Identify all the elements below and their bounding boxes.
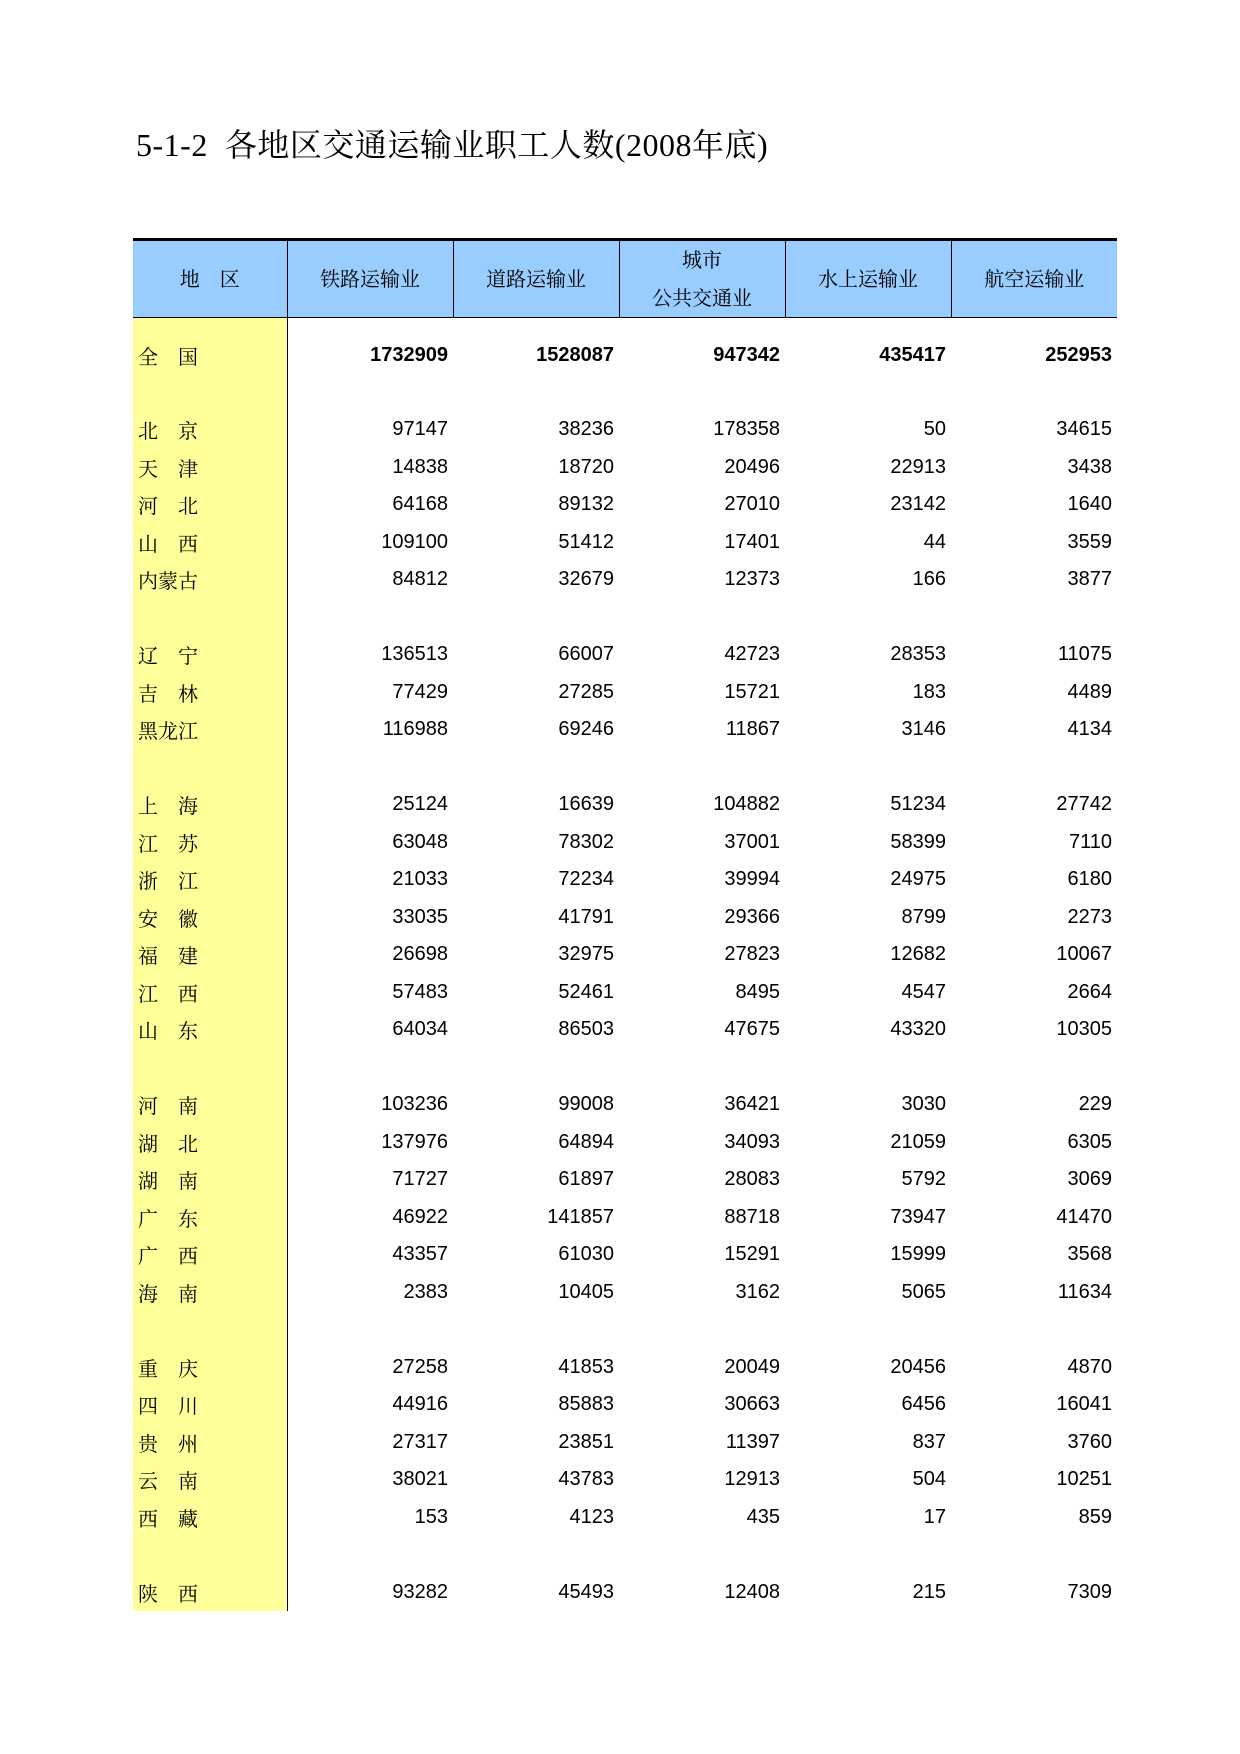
region-cell: 湖 南 bbox=[133, 1161, 287, 1199]
urban-transit-value-cell: 39994 bbox=[724, 868, 780, 891]
rail-value-cell: 109100 bbox=[381, 530, 448, 553]
water-value-cell: 22913 bbox=[890, 455, 946, 478]
urban-transit-value-cell: 20496 bbox=[724, 455, 780, 478]
empty-cell bbox=[287, 599, 453, 637]
water-value-cell: 8799 bbox=[901, 905, 946, 928]
rail-value-cell: 97147 bbox=[392, 418, 448, 441]
empty-cell bbox=[619, 1536, 785, 1574]
urban-transit-value-cell: 178358 bbox=[713, 418, 780, 441]
air-value-cell: 252953 bbox=[1045, 343, 1112, 366]
air-value-cell: 2273 bbox=[1067, 905, 1112, 928]
empty-cell bbox=[785, 749, 951, 787]
urban-transit-value-cell: 37001 bbox=[724, 830, 780, 853]
urban-transit-value-cell: 28083 bbox=[724, 1168, 780, 1191]
urban-transit-value-cell: 27010 bbox=[724, 493, 780, 516]
table-row bbox=[133, 1199, 1117, 1237]
empty-cell bbox=[951, 374, 1117, 411]
rail-value-cell: 38021 bbox=[392, 1468, 448, 1491]
water-value-cell: 166 bbox=[912, 568, 946, 591]
empty-cell bbox=[951, 1049, 1117, 1087]
water-value-cell: 15999 bbox=[890, 1243, 946, 1266]
region-cell bbox=[133, 1311, 287, 1349]
air-value-cell: 2664 bbox=[1067, 980, 1112, 1003]
road-value-cell: 89132 bbox=[558, 493, 614, 516]
table-row bbox=[133, 411, 1117, 449]
empty-cell bbox=[951, 599, 1117, 637]
empty-cell bbox=[785, 1311, 951, 1349]
water-value-cell: 24975 bbox=[890, 868, 946, 891]
road-value-cell: 32679 bbox=[558, 568, 614, 591]
water-value-cell: 28353 bbox=[890, 643, 946, 666]
urban-transit-value-cell: 15721 bbox=[724, 680, 780, 703]
col-header-water: 水上运输业 bbox=[785, 240, 951, 318]
region-cell: 重 庆 bbox=[133, 1349, 287, 1387]
air-value-cell: 4134 bbox=[1067, 718, 1112, 741]
rail-value-cell: 14838 bbox=[392, 455, 448, 478]
urban-transit-value-cell: 8495 bbox=[735, 980, 780, 1003]
rail-value-cell: 25124 bbox=[392, 793, 448, 816]
employees-table bbox=[133, 238, 1117, 1611]
rail-value-cell: 63048 bbox=[392, 830, 448, 853]
road-value-cell: 38236 bbox=[558, 418, 614, 441]
air-value-cell: 27742 bbox=[1056, 793, 1112, 816]
water-value-cell: 504 bbox=[912, 1468, 946, 1491]
total-row bbox=[133, 337, 1117, 375]
region-cell: 北 京 bbox=[133, 411, 287, 449]
region-cell: 黑龙江 bbox=[133, 711, 287, 749]
road-value-cell: 18720 bbox=[558, 455, 614, 478]
table-row bbox=[133, 561, 1117, 599]
region-cell: 山 东 bbox=[133, 1011, 287, 1049]
water-value-cell: 4547 bbox=[901, 980, 946, 1003]
air-value-cell: 6305 bbox=[1067, 1130, 1112, 1153]
empty-cell bbox=[453, 1049, 619, 1087]
air-value-cell: 4489 bbox=[1067, 680, 1112, 703]
urban-transit-value-cell: 12913 bbox=[724, 1468, 780, 1491]
table-row bbox=[133, 524, 1117, 562]
air-value-cell: 859 bbox=[1078, 1505, 1112, 1528]
road-value-cell: 52461 bbox=[558, 980, 614, 1003]
road-value-cell: 23851 bbox=[558, 1430, 614, 1453]
rail-value-cell: 137976 bbox=[381, 1130, 448, 1153]
rail-value-cell: 136513 bbox=[381, 643, 448, 666]
air-value-cell: 11634 bbox=[1057, 1280, 1112, 1303]
table-row bbox=[133, 1124, 1117, 1162]
water-value-cell: 5065 bbox=[901, 1280, 946, 1303]
rail-value-cell: 1732909 bbox=[370, 343, 448, 366]
road-value-cell: 99008 bbox=[558, 1093, 614, 1116]
road-value-cell: 69246 bbox=[558, 718, 614, 741]
rail-value-cell: 33035 bbox=[392, 905, 448, 928]
rail-value-cell: 77429 bbox=[392, 680, 448, 703]
rail-value-cell: 43357 bbox=[392, 1243, 448, 1266]
region-cell: 全 国 bbox=[133, 337, 287, 375]
empty-cell bbox=[287, 1049, 453, 1087]
air-value-cell: 3069 bbox=[1067, 1168, 1112, 1191]
region-cell: 陕 西 bbox=[133, 1574, 287, 1612]
table-row bbox=[133, 1499, 1117, 1537]
empty-cell bbox=[951, 749, 1117, 787]
rail-value-cell: 116988 bbox=[382, 718, 448, 741]
rail-value-cell: 103236 bbox=[381, 1093, 448, 1116]
empty-cell bbox=[619, 749, 785, 787]
air-value-cell: 1640 bbox=[1067, 493, 1112, 516]
table-row bbox=[133, 936, 1117, 974]
air-value-cell: 3438 bbox=[1067, 455, 1112, 478]
urban-transit-value-cell: 11397 bbox=[725, 1430, 780, 1453]
region-cell bbox=[133, 374, 287, 411]
water-value-cell: 73947 bbox=[890, 1205, 946, 1228]
region-cell: 河 北 bbox=[133, 486, 287, 524]
table-row bbox=[133, 899, 1117, 937]
region-cell: 福 建 bbox=[133, 936, 287, 974]
region-cell: 辽 宁 bbox=[133, 636, 287, 674]
region-cell: 贵 州 bbox=[133, 1424, 287, 1462]
region-cell: 山 西 bbox=[133, 524, 287, 562]
air-value-cell: 3877 bbox=[1067, 568, 1112, 591]
region-cell: 湖 北 bbox=[133, 1124, 287, 1162]
region-cell bbox=[133, 318, 287, 337]
empty-cell bbox=[287, 1536, 453, 1574]
urban-transit-value-cell: 11867 bbox=[725, 718, 780, 741]
empty-cell bbox=[619, 318, 785, 337]
urban-transit-value-cell: 947342 bbox=[713, 343, 780, 366]
empty-cell bbox=[453, 749, 619, 787]
col-header-air: 航空运输业 bbox=[951, 240, 1117, 318]
water-value-cell: 21059 bbox=[890, 1130, 946, 1153]
rail-value-cell: 93282 bbox=[392, 1580, 448, 1603]
water-value-cell: 43320 bbox=[890, 1018, 946, 1041]
region-cell bbox=[133, 1049, 287, 1087]
table-row bbox=[133, 824, 1117, 862]
rail-value-cell: 71727 bbox=[392, 1168, 448, 1191]
water-value-cell: 12682 bbox=[890, 943, 946, 966]
empty-cell bbox=[619, 1049, 785, 1087]
air-value-cell: 16041 bbox=[1056, 1393, 1112, 1416]
urban-transit-value-cell: 3162 bbox=[735, 1280, 780, 1303]
rail-value-cell: 64034 bbox=[392, 1018, 448, 1041]
table-row bbox=[133, 1086, 1117, 1124]
road-value-cell: 4123 bbox=[569, 1505, 614, 1528]
water-value-cell: 3146 bbox=[901, 718, 946, 741]
region-cell: 广 西 bbox=[133, 1236, 287, 1274]
empty-cell bbox=[619, 1311, 785, 1349]
urban-transit-value-cell: 27823 bbox=[724, 943, 780, 966]
table-row bbox=[133, 1011, 1117, 1049]
col-header-urban-transit bbox=[619, 240, 785, 318]
spacer-row bbox=[133, 374, 1117, 411]
road-value-cell: 41791 bbox=[558, 905, 614, 928]
water-value-cell: 215 bbox=[912, 1580, 946, 1603]
table-row bbox=[133, 711, 1117, 749]
spacer-row bbox=[133, 1311, 1117, 1349]
road-value-cell: 43783 bbox=[558, 1468, 614, 1491]
road-value-cell: 78302 bbox=[558, 830, 614, 853]
region-cell: 河 南 bbox=[133, 1086, 287, 1124]
water-value-cell: 51234 bbox=[890, 793, 946, 816]
table-row bbox=[133, 486, 1117, 524]
urban-transit-value-cell: 88718 bbox=[724, 1205, 780, 1228]
air-value-cell: 3568 bbox=[1067, 1243, 1112, 1266]
rail-value-cell: 27258 bbox=[392, 1355, 448, 1378]
urban-transit-value-cell: 435 bbox=[746, 1505, 780, 1528]
region-cell bbox=[133, 749, 287, 787]
empty-cell bbox=[453, 1311, 619, 1349]
region-cell: 江 苏 bbox=[133, 824, 287, 862]
rail-value-cell: 2383 bbox=[403, 1280, 448, 1303]
empty-cell bbox=[287, 749, 453, 787]
air-value-cell: 229 bbox=[1078, 1093, 1112, 1116]
road-value-cell: 16639 bbox=[558, 793, 614, 816]
water-value-cell: 5792 bbox=[901, 1168, 946, 1191]
table-row bbox=[133, 1236, 1117, 1274]
col-header-region: 地 区 bbox=[133, 240, 287, 318]
table-row bbox=[133, 449, 1117, 487]
region-cell bbox=[133, 1536, 287, 1574]
rail-value-cell: 27317 bbox=[392, 1430, 448, 1453]
air-value-cell: 41470 bbox=[1056, 1205, 1112, 1228]
urban-transit-value-cell: 47675 bbox=[724, 1018, 780, 1041]
air-value-cell: 4870 bbox=[1067, 1355, 1112, 1378]
table-row bbox=[133, 1349, 1117, 1387]
empty-cell bbox=[951, 1311, 1117, 1349]
table-row bbox=[133, 861, 1117, 899]
region-cell: 云 南 bbox=[133, 1461, 287, 1499]
table-header bbox=[133, 240, 1117, 318]
urban-transit-value-cell: 42723 bbox=[724, 643, 780, 666]
table-row bbox=[133, 1461, 1117, 1499]
urban-transit-value-cell: 36421 bbox=[724, 1093, 780, 1116]
empty-cell bbox=[287, 374, 453, 411]
road-value-cell: 32975 bbox=[558, 943, 614, 966]
urban-transit-value-cell: 34093 bbox=[724, 1130, 780, 1153]
rail-value-cell: 26698 bbox=[392, 943, 448, 966]
spacer-row bbox=[133, 1049, 1117, 1087]
spacer-row bbox=[133, 599, 1117, 637]
table-body bbox=[133, 318, 1117, 1612]
region-cell: 上 海 bbox=[133, 786, 287, 824]
region-cell: 安 徽 bbox=[133, 899, 287, 937]
table-row bbox=[133, 674, 1117, 712]
road-value-cell: 1528087 bbox=[536, 343, 614, 366]
urban-transit-value-cell: 20049 bbox=[724, 1355, 780, 1378]
table-row bbox=[133, 636, 1117, 674]
empty-cell bbox=[785, 1536, 951, 1574]
table-row bbox=[133, 1274, 1117, 1312]
spacer-row bbox=[133, 318, 1117, 337]
water-value-cell: 6456 bbox=[901, 1393, 946, 1416]
road-value-cell: 72234 bbox=[558, 868, 614, 891]
road-value-cell: 86503 bbox=[558, 1018, 614, 1041]
table-row bbox=[133, 1386, 1117, 1424]
water-value-cell: 20456 bbox=[890, 1355, 946, 1378]
region-cell: 浙 江 bbox=[133, 861, 287, 899]
rail-value-cell: 44916 bbox=[392, 1393, 448, 1416]
rail-value-cell: 21033 bbox=[392, 868, 448, 891]
empty-cell bbox=[951, 1536, 1117, 1574]
water-value-cell: 183 bbox=[912, 680, 946, 703]
table-row bbox=[133, 786, 1117, 824]
air-value-cell: 7309 bbox=[1067, 1580, 1112, 1603]
air-value-cell: 7110 bbox=[1068, 830, 1112, 853]
spacer-row bbox=[133, 1536, 1117, 1574]
spacer-row bbox=[133, 749, 1117, 787]
rail-value-cell: 57483 bbox=[392, 980, 448, 1003]
region-cell: 吉 林 bbox=[133, 674, 287, 712]
empty-cell bbox=[619, 599, 785, 637]
empty-cell bbox=[453, 599, 619, 637]
table-row bbox=[133, 1424, 1117, 1462]
road-value-cell: 85883 bbox=[558, 1393, 614, 1416]
air-value-cell: 3760 bbox=[1067, 1430, 1112, 1453]
air-value-cell: 34615 bbox=[1056, 418, 1112, 441]
col-header-rail: 铁路运输业 bbox=[287, 240, 453, 318]
empty-cell bbox=[287, 1311, 453, 1349]
air-value-cell: 10067 bbox=[1056, 943, 1112, 966]
table-row bbox=[133, 1574, 1117, 1612]
road-value-cell: 61897 bbox=[558, 1168, 614, 1191]
page-title: 5-1-2 各地区交通运输业职工人数(2008年底) bbox=[136, 127, 769, 163]
empty-cell bbox=[785, 599, 951, 637]
air-value-cell: 11075 bbox=[1057, 643, 1112, 666]
road-value-cell: 10405 bbox=[558, 1280, 614, 1303]
road-value-cell: 64894 bbox=[558, 1130, 614, 1153]
road-value-cell: 51412 bbox=[558, 530, 614, 553]
air-value-cell: 3559 bbox=[1067, 530, 1112, 553]
col-header-road: 道路运输业 bbox=[453, 240, 619, 318]
region-cell: 内蒙古 bbox=[133, 561, 287, 599]
empty-cell bbox=[785, 374, 951, 411]
region-cell: 四 川 bbox=[133, 1386, 287, 1424]
urban-transit-value-cell: 15291 bbox=[724, 1243, 780, 1266]
region-cell: 广 东 bbox=[133, 1199, 287, 1237]
rail-value-cell: 64168 bbox=[392, 493, 448, 516]
empty-cell bbox=[619, 374, 785, 411]
water-value-cell: 23142 bbox=[890, 493, 946, 516]
water-value-cell: 50 bbox=[923, 418, 946, 441]
empty-cell bbox=[785, 318, 951, 337]
table-row bbox=[133, 1161, 1117, 1199]
water-value-cell: 435417 bbox=[879, 343, 946, 366]
air-value-cell: 10251 bbox=[1056, 1468, 1112, 1491]
road-value-cell: 141857 bbox=[547, 1205, 614, 1228]
table-row bbox=[133, 974, 1117, 1012]
empty-cell bbox=[453, 374, 619, 411]
empty-cell bbox=[951, 318, 1117, 337]
urban-transit-value-cell: 104882 bbox=[713, 793, 780, 816]
road-value-cell: 66007 bbox=[558, 643, 614, 666]
rail-value-cell: 84812 bbox=[392, 568, 448, 591]
col-header-urban-line2: 公共交通业 bbox=[652, 286, 752, 310]
water-value-cell: 3030 bbox=[901, 1093, 946, 1116]
urban-transit-value-cell: 29366 bbox=[724, 905, 780, 928]
air-value-cell: 10305 bbox=[1056, 1018, 1112, 1041]
rail-value-cell: 153 bbox=[414, 1505, 448, 1528]
col-header-urban-line1: 城市 bbox=[682, 248, 722, 272]
road-value-cell: 27285 bbox=[558, 680, 614, 703]
region-cell bbox=[133, 599, 287, 637]
urban-transit-value-cell: 17401 bbox=[724, 530, 780, 553]
road-value-cell: 61030 bbox=[558, 1243, 614, 1266]
road-value-cell: 41853 bbox=[558, 1355, 614, 1378]
water-value-cell: 837 bbox=[912, 1430, 946, 1453]
road-value-cell: 45493 bbox=[558, 1580, 614, 1603]
empty-cell bbox=[785, 1049, 951, 1087]
empty-cell bbox=[453, 1536, 619, 1574]
urban-transit-value-cell: 12408 bbox=[724, 1580, 780, 1603]
region-cell: 西 藏 bbox=[133, 1499, 287, 1537]
rail-value-cell: 46922 bbox=[392, 1205, 448, 1228]
region-cell: 海 南 bbox=[133, 1274, 287, 1312]
urban-transit-value-cell: 12373 bbox=[724, 568, 780, 591]
empty-cell bbox=[453, 318, 619, 337]
urban-transit-value-cell: 30663 bbox=[724, 1393, 780, 1416]
water-value-cell: 58399 bbox=[890, 830, 946, 853]
region-cell: 江 西 bbox=[133, 974, 287, 1012]
empty-cell bbox=[287, 318, 453, 337]
air-value-cell: 6180 bbox=[1067, 868, 1112, 891]
water-value-cell: 44 bbox=[923, 530, 946, 553]
region-cell: 天 津 bbox=[133, 449, 287, 487]
water-value-cell: 17 bbox=[923, 1505, 946, 1528]
